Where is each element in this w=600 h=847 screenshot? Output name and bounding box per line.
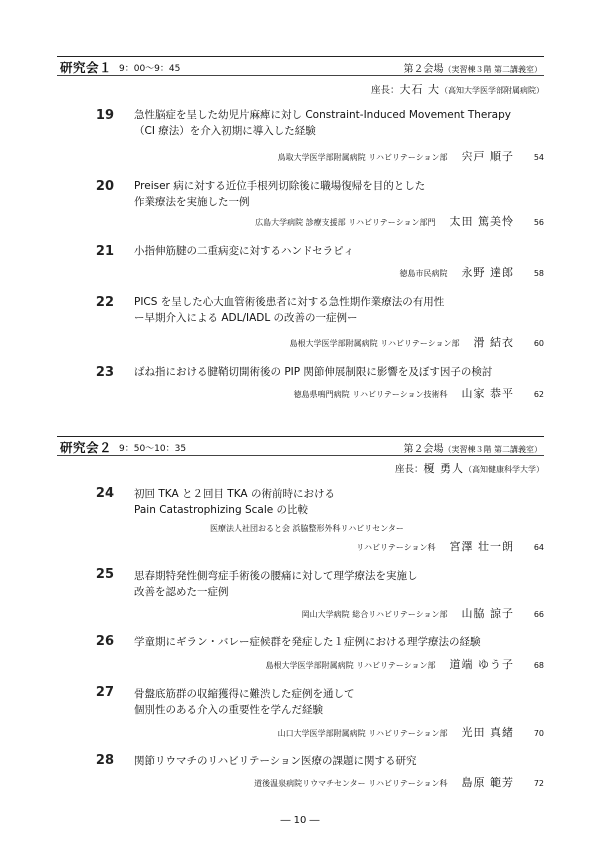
entry-affiliation: 岡山大学病院 総合リハビリテーション部 [301, 610, 448, 619]
session-chair [371, 81, 544, 97]
header-rule-bottom [57, 455, 544, 456]
entry-title [134, 364, 492, 380]
entry-page: 54 [533, 153, 544, 162]
entry-title [134, 294, 444, 326]
room-name: 第２会場 [403, 444, 444, 455]
entry-affiliation: 鳥取大学医学部附属病院 リハビリテーション部 [277, 153, 448, 162]
entry-affiliation-line: 医療法人社団おると会 浜脇整形外科リハビリセンター [210, 524, 404, 533]
session-time: 9：00～9：45 [119, 64, 181, 74]
entry-page: 68 [533, 661, 544, 670]
entry-author: 永野 達郎 [461, 266, 514, 279]
chair-label: 座長： [394, 464, 424, 475]
entry-author: 宍戸 順子 [461, 150, 514, 163]
entry-author: 宮澤 壮一朗 [449, 540, 514, 553]
entry-title-line: ー早期介入による ADL/IADL の改善の一症例ー [134, 312, 358, 324]
entry-page: 62 [533, 390, 544, 399]
entry-author: 光田 真緒 [461, 726, 514, 739]
entry-meta [302, 605, 544, 621]
entry-title [134, 753, 417, 769]
entry-meta [356, 538, 544, 554]
room-detail: （実習棟３階 第二講義室） [443, 65, 542, 74]
entry-title-line: 改善を認めた一症例 [134, 586, 229, 598]
entry-author: 滑 結衣 [473, 336, 514, 349]
header-rule-top [57, 56, 544, 57]
entry-affiliation: 山口大学医学部附属病院 リハビリテーション部 [277, 729, 448, 738]
entry-title-line: ばね指における腱鞘切開術後の PIP 関節伸展制限に影響を及ぼす因子の検討 [134, 366, 493, 378]
entry-title-line: PICS を呈した心大血管術後患者に対する急性期作業療法の有用性 [134, 296, 445, 308]
entry-number: 26 [95, 634, 114, 649]
session-2-header [57, 436, 544, 456]
session-1-header [57, 56, 544, 76]
chair-affiliation: （高知大学医学部附属病院） [440, 86, 544, 95]
entry-author: 山家 恭平 [461, 387, 514, 400]
entry-title-line: 骨盤底筋群の収縮獲得に難渋した症例を通して [134, 688, 355, 700]
entry-affiliation: 島根大学医学部附属病院 リハビリテーション部 [289, 339, 460, 348]
entry-affiliation: リハビリテーション科 [356, 543, 436, 552]
entry-page: 70 [533, 729, 544, 738]
entry-title-line: 関節リウマチのリハビリテーション医療の課題に関する研究 [134, 755, 417, 767]
session-title: 研究会２ [60, 440, 113, 455]
entry-title-line: 学童期にギラン・バレー症候群を発症した１症例における理学療法の経験 [134, 636, 481, 648]
header-rule-bottom [57, 75, 544, 76]
entry-affiliation: 島根大学医学部附属病院 リハビリテーション部 [265, 661, 436, 670]
header-rule-top [57, 436, 544, 437]
chair-name: 大石 大 [399, 83, 440, 96]
entry-title [134, 486, 335, 518]
entry-meta [294, 385, 544, 401]
entry-affiliation: 徳島市民病院 [399, 269, 448, 278]
entry-author: 道端 ゆう子 [449, 658, 514, 671]
entry-meta [278, 148, 544, 164]
entry-title [134, 686, 355, 718]
entry-title-line: （CI 療法）を介入初期に導入した経験 [134, 125, 316, 137]
entry-title-line: 作業療法を実施した一例 [134, 196, 250, 208]
entry-meta [255, 213, 544, 229]
entry-meta [278, 724, 544, 740]
session-title: 研究会１ [60, 60, 113, 75]
entry-title-line: 初回 TKA と２回目 TKA の術前時における [134, 488, 335, 500]
room-name: 第２会場 [403, 64, 444, 75]
entry-title-line: Pain Catastrophizing Scale の比較 [134, 504, 309, 516]
entry-number: 25 [95, 567, 114, 582]
entry-page: 60 [533, 339, 544, 348]
chair-affiliation: （高知健康科学大学） [464, 465, 544, 474]
entry-page: 72 [533, 779, 544, 788]
chair-label: 座長： [370, 85, 400, 96]
entry-page: 66 [533, 610, 544, 619]
entry-title [134, 243, 354, 259]
entry-number: 22 [95, 295, 114, 310]
session-room [403, 440, 542, 455]
entry-number: 21 [95, 244, 114, 259]
entry-author: 山脇 諒子 [461, 607, 514, 620]
entry-title-line: 思春期特発性側弯症手術後の腰痛に対して理学療法を実施し [134, 570, 418, 582]
chair-name: 榎 勇人 [423, 462, 464, 475]
entry-affiliation: 広島大学病院 診療支援部 リハビリテーション部門 [255, 218, 436, 227]
entry-title-line: 小指伸筋腱の二重病変に対するハンドセラピィ [134, 245, 354, 257]
entry-number: 27 [95, 685, 114, 700]
entry-affiliation: 徳島県鳴門病院 リハビリテーション技術科 [293, 390, 448, 399]
entry-page: 58 [533, 269, 544, 278]
entry-number: 20 [95, 179, 114, 194]
entry-title-line: 急性脳症を呈した幼児片麻痺に対し Constraint-Induced Movement Therapy [134, 109, 511, 121]
entry-meta [266, 656, 544, 672]
entry-page: 64 [533, 543, 544, 552]
entry-number: 19 [95, 108, 114, 123]
entry-title [134, 634, 481, 650]
entry-title [134, 178, 425, 210]
entry-meta [400, 264, 545, 280]
entry-title-line: Preiser 病に対する近位手根列切除後に職場復帰を目的とした [134, 180, 426, 192]
entry-number: 28 [95, 753, 114, 768]
room-detail: （実習棟３階 第二講義室） [443, 445, 542, 454]
session-time: 9：50～10：35 [119, 444, 187, 454]
entry-author: 太田 篤美怜 [449, 215, 514, 228]
entry-title [134, 568, 418, 600]
entry-meta [254, 774, 544, 790]
session-room [403, 60, 542, 75]
entry-number: 24 [95, 486, 114, 501]
entry-title-line: 個別性のある介入の重要性を学んだ経験 [134, 704, 323, 716]
page-number: ― 10 ― [280, 815, 320, 826]
entry-title [134, 107, 511, 139]
entry-meta [290, 334, 544, 350]
entry-number: 23 [95, 365, 114, 380]
entry-author: 島原 範芳 [461, 776, 514, 789]
entry-page: 56 [533, 218, 544, 227]
entry-affiliation: 道後温泉病院リウマチセンター リハビリテーション科 [254, 779, 448, 788]
session-chair [395, 460, 544, 476]
